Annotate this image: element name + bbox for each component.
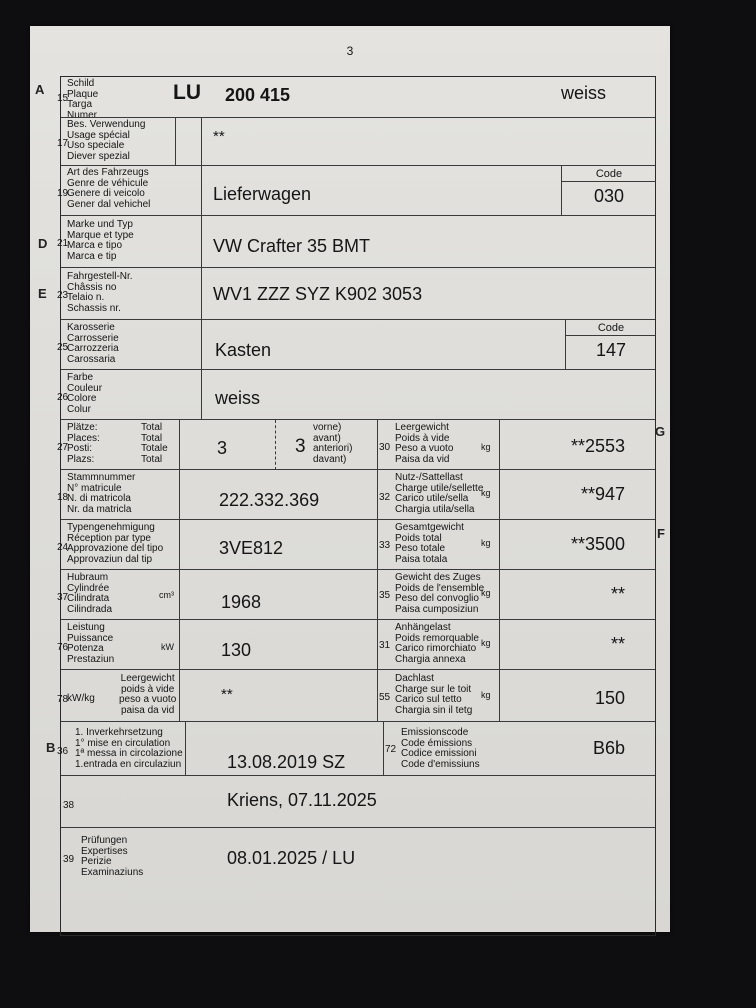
field-number: 23: [57, 290, 69, 301]
field-value: 130: [221, 640, 252, 660]
field-number: 72: [385, 744, 397, 755]
field-number: 78: [57, 694, 69, 705]
field-label: Dachlast Charge sur le toit Carico sul tetto Chargia sin il tetg: [395, 673, 473, 716]
field-number: 25: [57, 342, 69, 353]
field-label: Nutz-/Sattellast Charge utile/sellette Carico utile/sella Chargia utila/sella: [395, 472, 484, 515]
field-25-body: [57, 319, 655, 370]
field-38-issue: [61, 775, 655, 828]
field-value: Lieferwagen: [213, 184, 312, 204]
field-value: B6b: [592, 738, 625, 758]
field-number: 76: [57, 642, 69, 653]
field-number: 39: [63, 854, 75, 865]
field-value: Kasten: [215, 340, 272, 360]
seats-front: 3: [295, 436, 306, 457]
field-value: **2553: [570, 436, 625, 456]
field-value: 13.08.2019 SZ: [227, 752, 346, 772]
plate-canton: LU: [173, 81, 201, 104]
field-label: Stammnummer N° matricule N. di matricola Nr. da matricla: [67, 472, 136, 515]
field-value: 1968: [221, 592, 262, 612]
field-number: 37: [57, 592, 69, 603]
field-label-total: Total Total Totale Total: [141, 422, 168, 465]
field-21-make-type: [57, 215, 655, 268]
side-letter-f: F: [657, 526, 665, 541]
code-box: [561, 166, 656, 216]
field-36-first-registration: [57, 721, 655, 776]
code-value: 147: [595, 340, 627, 360]
form-frame: [57, 76, 656, 936]
field-number: 24: [57, 542, 69, 553]
side-letter-g: G: [655, 424, 666, 439]
field-24-type-approval: [57, 519, 655, 570]
field-number: 27: [57, 442, 69, 453]
field-number: 35: [379, 590, 391, 601]
field-label: Prüfungen Expertises Perizie Examinaziuns: [81, 835, 144, 878]
seats-total: 3: [217, 438, 228, 458]
unit: cm³: [159, 590, 174, 600]
field-number: 30: [379, 442, 391, 453]
code-value: 030: [593, 186, 625, 206]
field-value: 222.332.369: [219, 490, 320, 510]
side-letter-a: A: [35, 82, 45, 97]
field-label: Marke und Typ Marque et type Marca e tipo Marca e tip: [67, 219, 134, 262]
field-value: weiss: [215, 388, 261, 408]
field-37-displacement: [57, 569, 655, 620]
field-number: 32: [379, 492, 391, 503]
field-number: 19: [57, 188, 69, 199]
field-number: 17: [57, 138, 69, 149]
field-label: Art des Fahrzeugs Genre de véhicule Genere di veicolo Gener dal vehichel: [67, 167, 151, 210]
field-number: 18: [57, 492, 69, 503]
field-label: Leergewicht poids à vide peso a vuoto paisa da vid: [119, 673, 177, 716]
field-number: 26: [57, 392, 69, 403]
plate-color: weiss: [561, 83, 607, 103]
field-label: Gesamtgewicht Poids total Peso totale Paisa totala: [395, 522, 464, 565]
field-value: **: [221, 686, 233, 703]
field-label: Karosserie Carrosserie Carrozzeria Carossaria: [67, 322, 119, 365]
field-value: **947: [580, 484, 625, 504]
field-value: 3VE812: [219, 538, 284, 558]
field-number: 55: [379, 692, 391, 703]
field-27-seats: [57, 419, 655, 470]
field-label: Typengenehmigung Réception par type Approvazione del tipo Approvaziun dal tip: [67, 522, 164, 565]
field-prefix: kW/kg: [67, 693, 95, 704]
field-value: **: [610, 584, 625, 604]
field-value: VW Crafter 35 BMT: [213, 236, 371, 256]
field-number: 38: [63, 800, 75, 811]
field-19-vehicle-kind: [57, 165, 655, 216]
field-18-matriculation: [57, 469, 655, 520]
field-label: Plätze: Places: Posti: Plazs:: [67, 422, 100, 465]
registration-document: [30, 26, 670, 932]
unit: kg: [481, 690, 491, 700]
field-number: 36: [57, 746, 69, 757]
code-box: [565, 320, 656, 370]
field-26-color: [57, 369, 655, 420]
field-label: Gewicht des Zuges Poids de l'ensemble Peso del convoglio Paisa cumposiziun: [395, 572, 485, 615]
field-label: Anhängelast Poids remorquable Carico rimorchiato Chargia annexa: [395, 622, 479, 665]
field-value: **: [213, 128, 225, 145]
field-label: Leergewicht Poids à vide Peso a vuoto Paisa da vid: [395, 422, 454, 465]
field-label: Hubraum Cylindrée Cilindrata Cilindrada: [67, 572, 113, 615]
field-value: WV1 ZZZ SYZ K902 3053: [213, 284, 423, 304]
field-number: 21: [57, 238, 69, 249]
unit: kg: [481, 488, 491, 498]
field-label: Bes. Verwendung Usage spécial Uso speciale Diever spezial: [67, 119, 146, 162]
unit: kW: [161, 642, 174, 652]
code-label: Code: [562, 168, 656, 182]
field-17-special-use: [57, 117, 655, 166]
field-label: Farbe Couleur Colore Colur: [67, 372, 103, 415]
side-letter-e: E: [38, 286, 47, 301]
plate-number: 200 415: [225, 85, 291, 105]
field-number: 31: [379, 640, 391, 651]
field-78-power-weight: [57, 669, 655, 722]
field-number: 15: [57, 93, 69, 104]
field-76-power: [57, 619, 655, 670]
unit: kg: [481, 538, 491, 548]
field-23-chassis: [57, 267, 655, 320]
side-letter-b: B: [46, 740, 56, 755]
field-label: Schild Plaque Targa Numer: [67, 78, 99, 121]
field-value: 08.01.2025 / LU: [227, 848, 356, 868]
field-15-plate: [57, 77, 655, 121]
field-value: 150: [594, 688, 625, 708]
field-39-inspections: [61, 827, 655, 936]
unit: kg: [481, 588, 491, 598]
seats-front-label: vorne) avant) anteriori) davant): [313, 422, 353, 465]
field-label: Emissionscode Code émissions Codice emissioni Code d'emissiuns: [401, 727, 480, 770]
field-label: Fahrgestell-Nr. Châssis no Telaio n. Schassis nr.: [67, 271, 133, 314]
field-value: **3500: [570, 534, 625, 554]
page-number: 3: [346, 44, 354, 58]
code-label: Code: [566, 322, 656, 336]
side-letter-d: D: [38, 236, 48, 251]
field-label: Leistung Puissance Potenza Prestaziun: [67, 622, 115, 665]
field-label: 1. Inverkehrsetzung 1° mise en circulation 1ª messa in circolazione 1.entrada en circulaziun: [75, 727, 183, 770]
unit: kg: [481, 638, 491, 648]
unit: kg: [481, 442, 491, 452]
field-value: Kriens, 07.11.2025: [227, 790, 377, 810]
field-value: **: [610, 634, 625, 654]
field-number: 33: [379, 540, 391, 551]
